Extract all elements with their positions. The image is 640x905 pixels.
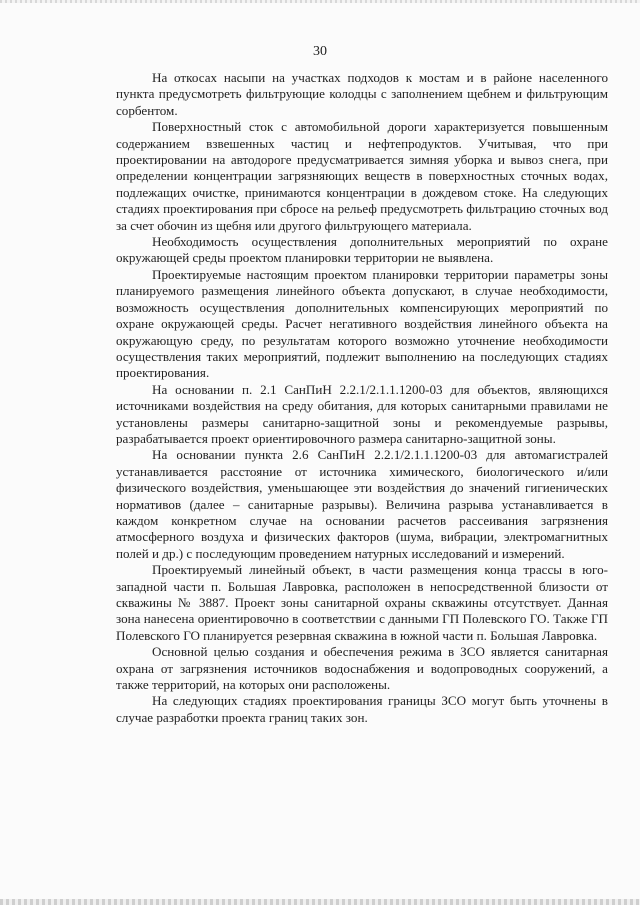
paragraph-zso-boundaries: На следующих стадиях проектирования границы ЗСО могут быть уточнены в случае разработки проекта границ таких зон. [116, 693, 608, 725]
scan-edge-top [0, 0, 640, 3]
paragraph-additional-measures: Необходимость осуществления дополнительных мероприятий по охране окружающей среды проектом планировки территории не выявлена. [116, 234, 608, 266]
scan-edge-bottom [0, 899, 640, 905]
paragraph-compensating-measures: Проектируемые настоящим проектом планировки территории параметры зоны планируемого размещения линейного объекта допускают, в случае необходимости, возможность осуществления дополнительных компенсирующих мероприятий по охране окружающей среды. Расчет негативного воздействия линейного объекта на окружающую среду, по результатам которого возможно уточнение необходимости осуществления таких мероприятий, подлежит выполнению на последующих стадиях проектирования. [116, 266, 608, 381]
paragraph-sanpin-2-6: На основании пункта 2.6 СанПиН 2.2.1/2.1.1.1200-03 для автомагистралей устанавливается расстояние от источника химического, биологического и/или физического воздействия, уменьшающее эти воздействия до значений гигиенических нормативов (далее – санитарные разрывы). Величина разрыва устанавливается в каждом конкретном случае на основании расчетов рассеивания загрязнения атмосферного воздуха и физических факторов (шума, вибрации, электромагнитных полей и др.) с последующим проведением натурных исследований и измерений. [116, 447, 608, 561]
page-number: 30 [313, 44, 327, 59]
page-body [116, 70, 608, 726]
paragraph-well-3887: Проектируемый линейный объект, в части размещения конца трассы в юго-западной части п. Большая Лавровка, расположен в непосредственной близости от скважины № 3887. Проект зоны санитарной охраны скважины отсутствует. Данная зона нанесена ориентировочно в соответствии с данными ГП Полевского ГО. Также ГП Полевского ГО планируется резервная скважина в южной части п. Большая Лавровка. [116, 562, 608, 643]
paragraph-surface-runoff: Поверхностный сток с автомобильной дороги характеризуется повышенным содержанием взвешенных частиц и нефтепродуктов. Учитывая, что при проектировании на автодороге предусматривается зимняя уборка и вывоз снега, при определении концентрации загрязняющих веществ в поверхностных сточных водах, подлежащих очистке, принимаются концентрации в дождевом стоке. На следующих стадиях проектирования при сбросе на рельеф предусмотреть фильтрацию сточных вод за счет обочин из щебня или другого фильтрующего материала. [116, 119, 608, 233]
paragraph-embankment-wells: На откосах насыпи на участках подходов к мостам и в районе населенного пункта предусмотреть фильтрующие колодцы с заполнением щебнем и фильтрующим сорбентом. [116, 70, 608, 118]
paragraph-zso-purpose: Основной целью создания и обеспечения режима в ЗСО является санитарная охрана от загрязнения источников водоснабжения и водопроводных сооружений, а также территорий, на которых они расположены. [116, 644, 608, 693]
paragraph-sanpin-2-1: На основании п. 2.1 СанПиН 2.2.1/2.1.1.1200-03 для объектов, являющихся источниками воздействия на среду обитания, для которых санитарными правилами не установлены размеры санитарно-защитной зоны и рекомендуемые разрывы, разрабатывается проект ориентировочного размера санитарно-защитной зоны. [116, 381, 608, 446]
